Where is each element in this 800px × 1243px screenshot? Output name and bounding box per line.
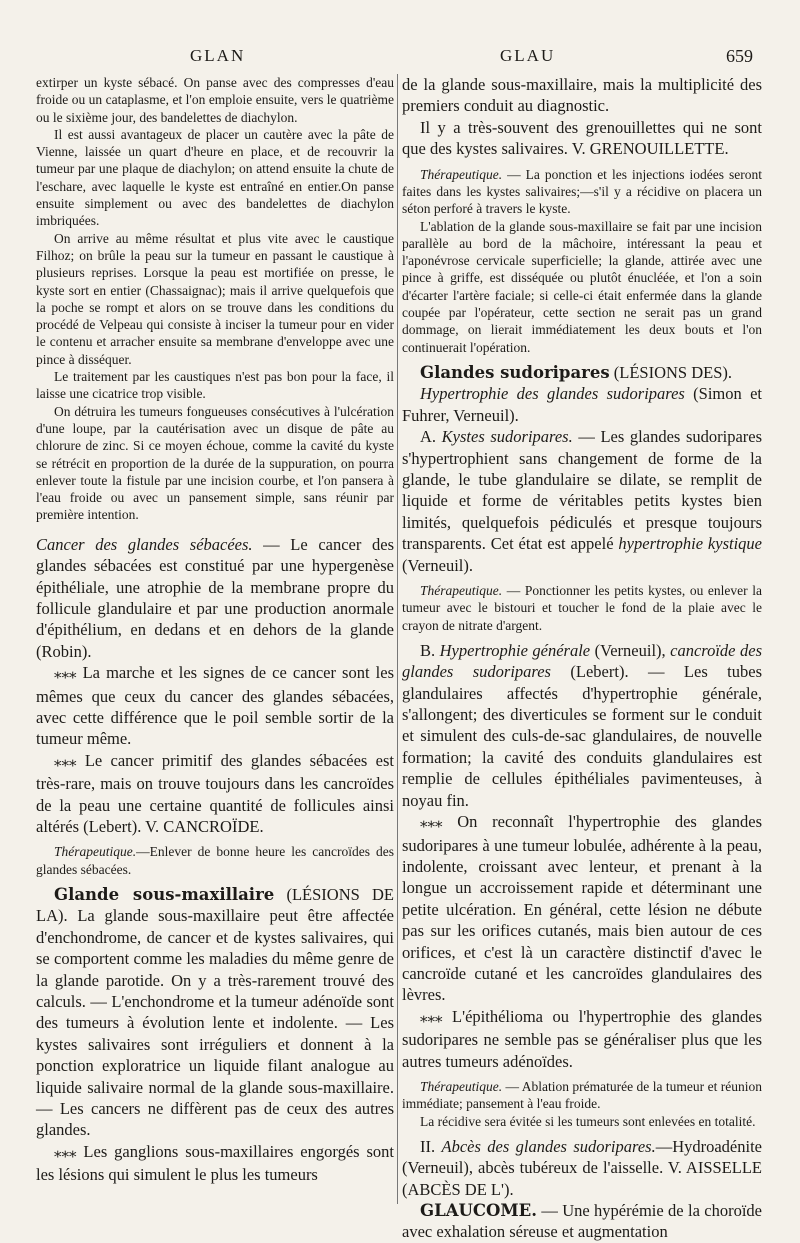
paragraph: Hypertrophie des glandes sudoripares (Simon et Fuhrer, Verneuil). (402, 384, 763, 425)
asterism-icon: ⁎⁎⁎ (420, 1009, 443, 1026)
asterism-icon: ⁎⁎⁎ (420, 815, 443, 832)
paragraph: ⁎⁎⁎ L'épithélioma ou l'hypertrophie des glandes sudoripares ne semble pas se généraliser plus que les autres tumeurs adénoïdes. (402, 1006, 762, 1071)
subsection-title: Abcès des glandes sudoripares. (441, 1136, 656, 1156)
running-header (0, 46, 800, 72)
paragraph: ⁎⁎⁎ Les ganglions sous-maxillaires engorgés sont les lésions qui simulent le plus les tumeurs (36, 1141, 394, 1185)
paragraph: A. Kystes sudoripares. — Les glandes sudoripares s'hypertrophient sans changement de forme de la glande, le tube glandulaire se dilate, se remplit de liquide et forme de véritables petits kystes bien limités, quelquefois pédiculés et presque toujours transparents. Cet état est appelé hypertrophie kystique (Verneuil). (402, 427, 763, 575)
section-glande-sous-maxillaire: Glande sous-maxillaire (LÉSIONS DE LA). La glande sous-maxillaire peut être affectée d'enchondrome, de cancer et de kystes salivaires, qui se comportent comme les maladies du même genre de la glande parotide. On y a très-rarement trouvé des calculs. — L'enchondrome et la tumeur adénoïde sont des tumeurs à évolution lente et indolente. — Les kystes salivaires sont irréguliers et donnent à la ponction exploratrice un liquide filant analogue au liquide salivaire normal de la glande sous-maxillaire. — Les cancers ne diffèrent pas de ceux des autres glandes. (36, 885, 395, 1140)
paragraph: B. Hypertrophie générale (Verneuil), cancroïde des glandes sudoripares (Lebert). — Les tubes glandulaires affectés d'hypertrophie générale, s'allongent; des diverticules se forment sur le conduit et simulent des culs-de-sac glandulaires, de nouvelle formation; la cavité des conduits glandulaires est remplie de cellules épithéliales pavimenteuses, à noyau fin. (402, 640, 762, 810)
section-glaucome: GLAUCOME. — Une hypérémie de la choroïde avec exhalation séreuse et augmentation (402, 1201, 762, 1242)
paragraph: de la glande sous-maxillaire, mais la multiplicité des premiers conduit au diagnostic. (402, 75, 762, 116)
section-glandes-sudoripares: Glandes sudoripares (LÉSIONS DES). (420, 362, 732, 382)
paragraph: ⁎⁎⁎ On reconnaît l'hypertrophie des glandes sudoripares à une tumeur lobulée, adhérente à la peau, indolente, croissant avec lenteur, et prenant à la longue un accroissement rapide et déterminant une petite ulcération. En général, cette lésion ne débute pas sur les orifices cutanés, mais bien autour de ces orifices, et c'est là un caractère distinctif d'avec le cancroïde cutané et les cancroïdes glandulaires des lèvres. (402, 812, 762, 1005)
paragraph: L'ablation de la glande sous-maxillaire se fait par une incision parallèle au bord de la mâchoire, intéressant la peau et l'aponévrose cervicale superficielle; la glande, attirée avec une pince à griffe, est disséquée ou plutôt énucléée, et l'on a soin d'écarter l'artère faciale; si celle-ci était enfermée dans la glande coupée par l'opérateur, cette section ne serait pas un grand dommage, on lierait immédiatement les deux bouts et l'on continuerait l'opération. (402, 218, 762, 355)
column-divider (397, 74, 398, 1204)
therapeutique-note: Thérapeutique. — Ablation prématurée de la tumeur et réunion immédiate; pansement à l'eau froide. (402, 1078, 762, 1112)
asterism-icon: ⁎⁎⁎ (54, 1144, 77, 1161)
paragraph: ⁎⁎⁎ La marche et les signes de ce cancer sont les mêmes que ceux du cancer des glandes sébacées, avec cette différence que le poil semble sortir de la tumeur même. (36, 663, 394, 749)
section-cancer-glandes-sebacees: Cancer des glandes sébacées. — Le cancer des glandes sébacées est constitué par une hypergenèse épithéliale, une atrophie de la membrane propre du follicule glandulaire et par une production anormale d'épithélium, en dedans et en dehors de la glande (Robin). (36, 534, 394, 661)
left-column (36, 74, 394, 1186)
therapeutique-label: Thérapeutique. (420, 1078, 503, 1094)
header-center-word: GLAU (500, 46, 556, 65)
page-number: 659 (726, 46, 753, 66)
entry-heading: GLAUCOME. (420, 1201, 537, 1221)
paragraph: Il est aussi avantageux de placer un cautère avec la pâte de Vienne, laissée un quart d'heure en place, et de recouvrir la tumeur par une plaque de diachylon; on attend ensuite la chute de l'eschare, avec laquelle le kyste est entraîné en entier.On panse ensuite simplement ou avec des bandelettes de diachylon imbriquées. (36, 126, 394, 229)
subsection-title: Kystes sudoripares. (441, 427, 573, 447)
paragraph: La récidive sera évitée si les tumeurs sont enlevées en totalité. (420, 1113, 756, 1129)
section-title: Cancer des glandes sébacées. (36, 534, 253, 554)
therapeutique-note: Thérapeutique.—Enlever de bonne heure les cancroïdes des glandes sébacées. (36, 844, 394, 877)
subsection-title: Hypertrophie générale (439, 640, 591, 660)
paragraph: extirper un kyste sébacé. On panse avec des compresses d'eau froide ou un cataplasme, et l'on emploie ensuite, vers le quatrième ou le sixième jour, des bandelettes de diachylon. (36, 75, 394, 125)
asterism-icon: ⁎⁎⁎ (54, 666, 77, 683)
section-abces-glandes-sudoripares: II. Abcès des glandes sudoripares.—Hydroadénite (Verneuil), abcès tubéreux de l'aisselle. V. AISSELLE (ABCÈS DE L'). (402, 1136, 763, 1199)
header-left-word: GLAN (190, 46, 246, 65)
entry-heading: Glandes sudoripares (420, 362, 610, 382)
subsection-title: Hypertrophie des glandes sudoripares (420, 384, 685, 404)
therapeutique-note: Thérapeutique. — La ponction et les injections iodées seront faites dans les kystes salivaires;—s'il y a récidive on placera un séton perforé à travers le kyste. (402, 166, 762, 217)
therapeutique-label: Thérapeutique. (420, 582, 503, 598)
paragraph: Le traitement par les caustiques n'est pas bon pour la face, il laisse une cicatrice trop visible. (36, 369, 394, 402)
therapeutique-label: Thérapeutique. (54, 844, 137, 860)
asterism-icon: ⁎⁎⁎ (54, 753, 77, 770)
entry-heading: Glande sous-maxillaire (54, 885, 275, 904)
paragraph: Il y a très-souvent des grenouillettes qui ne sont que des kystes salivaires. V. GRENOUILLETTE. (402, 117, 762, 159)
paragraph: On arrive au même résultat et plus vite avec le caustique Filhoz; on brûle la peau sur la tumeur en passant le caustique à plusieurs reprises. Lorsque la peau est mortifiée on presse, le kyste sort en entier (Chassaignac); mais il arrive quelquefois que la poche se rompt et alors on se trouve dans les conditions du procédé de Velpeau qui consiste à inciser la tumeur pour en vider le contenu et arracher ensuite sa membrane d'enveloppe avec une pince à disséquer. (36, 230, 394, 367)
paragraph: ⁎⁎⁎ Le cancer primitif des glandes sébacées est très-rare, mais on trouve toujours dans les cancroïdes de la peau une certaine quantité de follicules ainsi altérés (Lebert). V. CANCROÏDE. (36, 750, 394, 836)
right-column (402, 74, 762, 1243)
paragraph: On détruira les tumeurs fongueuses consécutives à l'ulcération d'une loupe, par la cautérisation avec un disque de pâte au chlorure de zinc. Si ce moyen échoue, comme la cavité du kyste se rétrécit en proportion de la durée de la suppuration, on pourra enlever toute la fistule par une incision courbe, et l'on pansera à l'eau froide ou avec un pansement simple, sans réunir par première intention. (36, 403, 394, 523)
therapeutique-label: Thérapeutique. (420, 166, 503, 182)
therapeutique-note: Thérapeutique. — Ponctionner les petits kystes, ou enlever la tumeur avec le bistouri et toucher le fond de la plaie avec le crayon de nitrate d'argent. (402, 582, 762, 633)
